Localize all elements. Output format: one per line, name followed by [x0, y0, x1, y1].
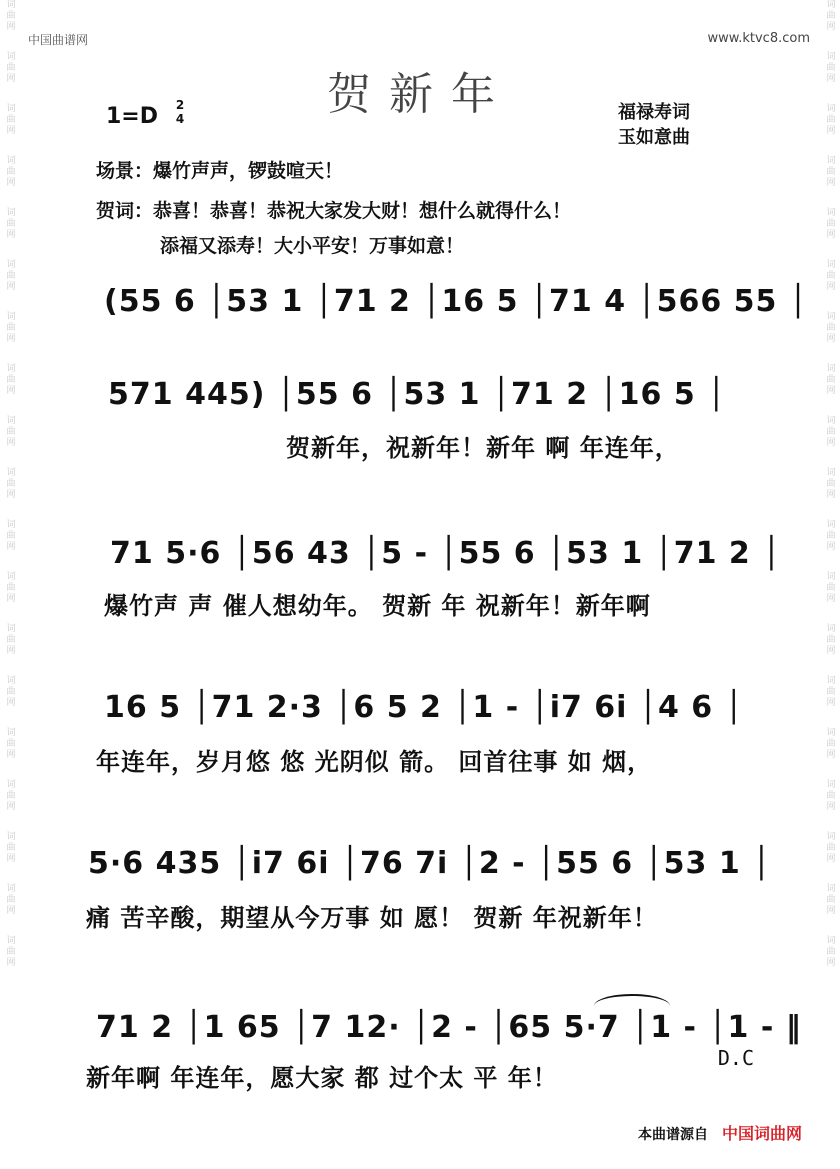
watermark-glyph-group: 词 曲 网: [826, 156, 836, 188]
song-title: 贺新年: [327, 69, 513, 120]
source-credit: [638, 1121, 802, 1144]
music-line-2: [0, 377, 840, 427]
watermark-glyph-group: 词 曲 网: [6, 728, 16, 760]
watermark-glyph-group: 词 曲 网: [826, 0, 836, 32]
watermark-glyph-group: 词 曲 网: [826, 676, 836, 708]
watermark-glyph-group: 词 曲 网: [6, 468, 16, 500]
watermark-glyph-group: 词 曲 网: [6, 832, 16, 864]
meter-top: 2: [175, 98, 185, 112]
watermark-glyph-group: 词 曲 网: [6, 936, 16, 968]
lyric-line-2: 爆竹声 声 催人想幼年。 贺新 年 祝新年！新年啊: [104, 592, 651, 620]
watermark-glyph-group: 词 曲 网: [826, 312, 836, 344]
watermark-glyph-group: 词 曲 网: [826, 572, 836, 604]
site-watermark-left: 中国曲谱网: [28, 33, 89, 47]
notation-text: (55 6 │53 1 │71 2 │16 5 │71 4 │566 55 │: [104, 284, 808, 319]
lyric-line-5: 新年啊 年连年，愿大家 都 过个太 平 年！: [86, 1064, 558, 1092]
watermark-glyph-group: 词 曲 网: [826, 416, 836, 448]
watermark-glyph-group: 词 曲 网: [6, 0, 16, 32]
lyric-line-4: 痛 苦辛酸，期望从今万事 如 愿！ 贺新 年祝新年！: [86, 904, 658, 932]
watermark-glyph-group: 词 曲 网: [6, 208, 16, 240]
watermark-glyph-group: 词 曲 网: [6, 312, 16, 344]
intro-greeting: 贺词：恭喜！恭喜！恭祝大家发大财！想什么就得什么！: [96, 200, 572, 222]
source-label: 本曲谱源自: [637, 1127, 708, 1143]
notation-text: 71 5·6 │56 43 │5 - │55 6 │53 1 │71 2 │: [110, 536, 782, 571]
notation-text: 5·6 435 │i7 6i │76 7i │2 - │55 6 │53 1 │: [88, 846, 772, 881]
watermark-glyph-group: 词 曲 网: [6, 104, 16, 136]
intro-scene: 场景：爆竹声声，锣鼓喧天！: [96, 160, 344, 182]
music-line-5: [0, 846, 840, 896]
intro-greeting-continued: 添福又添寿！大小平安！万事如意！: [160, 235, 465, 257]
watermark-glyph-group: 词 曲 网: [6, 520, 16, 552]
watermark-glyph-group: 词 曲 网: [826, 468, 836, 500]
watermark-glyph-group: 词 曲 网: [826, 832, 836, 864]
watermark-glyph-group: 词 曲 网: [826, 104, 836, 136]
music-line-4: [0, 690, 840, 740]
watermark-glyph-group: 词 曲 网: [826, 208, 836, 240]
watermark-glyph-group: 词 曲 网: [826, 624, 836, 656]
notation-text: 71 2 │1 65 │7 12· │2 - │65 5·7 │1 - │1 - ‖: [96, 1010, 802, 1045]
watermark-glyph-group: 词 曲 网: [6, 260, 16, 292]
source-site-link[interactable]: 中国词曲网: [721, 1124, 802, 1143]
music-line-3: [0, 536, 840, 586]
lyric-line-1: 贺新年，祝新年！新年 啊 年连年，: [286, 434, 680, 462]
key-signature: 1=D: [106, 104, 159, 129]
watermark-glyph-group: 词 曲 网: [6, 156, 16, 188]
time-signature: [170, 98, 190, 126]
watermark-glyph-group: 词 曲 网: [826, 936, 836, 968]
watermark-glyph-group: 词 曲 网: [6, 676, 16, 708]
watermark-glyph-group: 词 曲 网: [6, 364, 16, 396]
watermark-glyph-group: 词 曲 网: [826, 364, 836, 396]
watermark-glyph-group: 词 曲 网: [6, 884, 16, 916]
watermark-glyph-group: 词 曲 网: [826, 728, 836, 760]
music-line-6: [0, 1010, 840, 1060]
meter-bottom: 4: [175, 112, 185, 126]
dc-mark: D.C: [717, 1046, 754, 1070]
watermark-glyph-group: 词 曲 网: [826, 52, 836, 84]
composer-credit: 玉如意曲: [618, 127, 690, 148]
lyricist-credit: 福禄寿词: [618, 102, 690, 123]
notation-text: 16 5 │71 2·3 │6 5 2 │1 - │i7 6i │4 6 │: [104, 690, 744, 725]
watermark-glyph-group: 词 曲 网: [826, 884, 836, 916]
lyric-line-3: 年连年，岁月悠 悠 光阴似 箭。 回首往事 如 烟，: [96, 748, 653, 776]
watermark-glyph-group: 词 曲 网: [6, 780, 16, 812]
watermark-glyph-group: 词 曲 网: [6, 572, 16, 604]
watermark-glyph-group: 词 曲 网: [6, 52, 16, 84]
notation-text: 571 445) │55 6 │53 1 │71 2 │16 5 │: [108, 377, 727, 412]
tie-arc: [594, 994, 670, 1006]
watermark-glyph-group: 词 曲 网: [826, 780, 836, 812]
watermark-glyph-group: 词 曲 网: [826, 260, 836, 292]
music-line-1: [0, 284, 840, 334]
watermark-glyph-group: 词 曲 网: [6, 416, 16, 448]
watermark-glyph-group: 词 曲 网: [6, 624, 16, 656]
watermark-glyph-group: 词 曲 网: [826, 520, 836, 552]
site-url: www.ktvc8.com: [707, 31, 810, 46]
